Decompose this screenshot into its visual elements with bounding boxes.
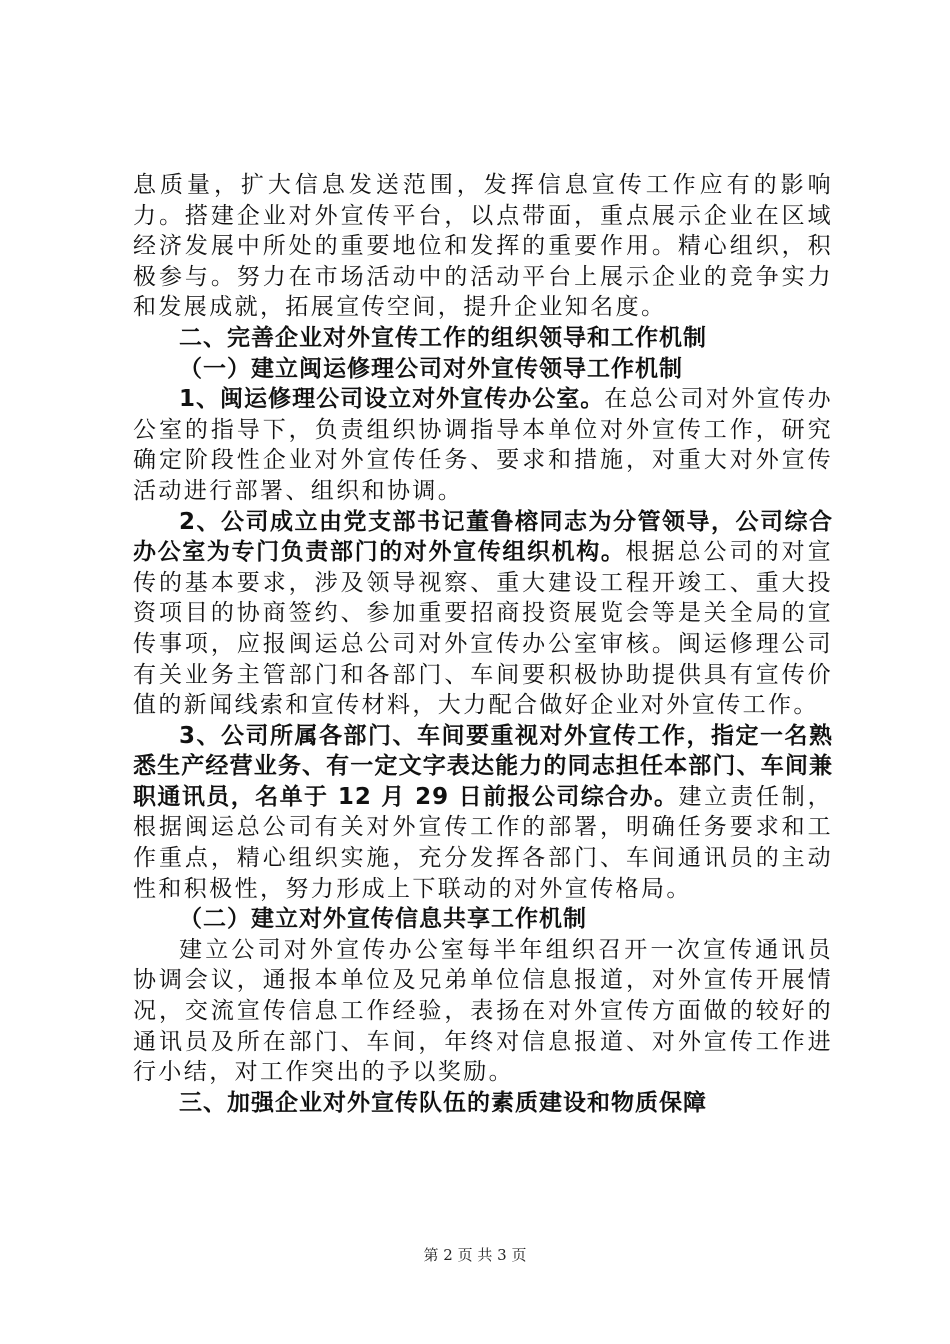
item-1-lead: 1、闽运修理公司设立对外宣传办公室。 xyxy=(179,386,605,413)
paragraph-item-1 xyxy=(133,384,833,506)
paragraph-info-sharing: 建立公司对外宣传办公室每半年组织召开一次宣传通讯员协调会议，通报本单位及兄弟单位信息报道，对外宣传开展情况，交流宣传信息工作经验，表扬在对外宣传方面做的较好的通讯员及所在部门、车间，年终对信息报道、对外宣传工作进行小结，对工作突出的予以奖励。 xyxy=(133,936,833,1086)
page-footer: 第 2 页 共 3 页 xyxy=(423,1246,527,1264)
item-3-text: 建立责任制，根据闽运总公司有关对外宣传工作的部署，明确任务要求和工作重点，精心组织实施，充分发挥各部门、车间通讯员的主动性和积极性，努力形成上下联动的对外宣传格局。 xyxy=(133,783,833,902)
item-2-lead: 2、公司成立由党支部书记董鲁榕同志为分管领导，公司综合办公室为专门负责部门的对外宣传组织机构。 xyxy=(133,508,833,566)
item-3-lead: 3、公司所属各部门、车间要重视对外宣传工作，指定一名熟悉生产经营业务、有一定文字表达能力的同志担任本部门、车间兼职通讯员，名单于 12 月 29 日前报公司综合办。 xyxy=(133,722,833,810)
paragraph-item-3 xyxy=(133,721,833,905)
subsection-heading-2-2: （二）建立对外宣传信息共享工作机制 xyxy=(179,906,587,933)
paragraph-item-2 xyxy=(133,507,833,721)
document-body xyxy=(133,170,833,1118)
subsection-heading-2-1: （一）建立闽运修理公司对外宣传领导工作机制 xyxy=(179,355,683,382)
section-heading-2: 二、完善企业对外宣传工作的组织领导和工作机制 xyxy=(179,324,707,351)
item-2-text: 根据总公司的对宣传的基本要求，涉及领导视察、重大建设工程开竣工、重大投资项目的协商签约、参加重要招商投资展览会等是关全局的宣传事项，应报闽运总公司对外宣传办公室审核。闽运修理公司有关业务主管部门和各部门、车间要积极协助提供具有宣传价值的新闻线索和宣传材料，大力配合做好企业对外宣传工作。 xyxy=(133,539,834,719)
item-1-text: 在总公司对外宣传办公室的指导下，负责组织协调指导本单位对外宣传工作，研究确定阶段性企业对外宣传任务、要求和措施，对重大对外宣传活动进行部署、组织和协调。 xyxy=(133,386,833,504)
section-heading-3: 三、加强企业对外宣传队伍的素质建设和物质保障 xyxy=(179,1089,707,1116)
paragraph-continuation: 息质量，扩大信息发送范围，发挥信息宣传工作应有的影响力。搭建企业对外宣传平台，以点带面，重点展示企业在区域经济发展中所处的重要地位和发挥的重要作用。精心组织，积极参与。努力在市场活动中的活动平台上展示企业的竞争实力和发展成就，拓展宣传空间，提升企业知名度。 xyxy=(133,172,833,321)
